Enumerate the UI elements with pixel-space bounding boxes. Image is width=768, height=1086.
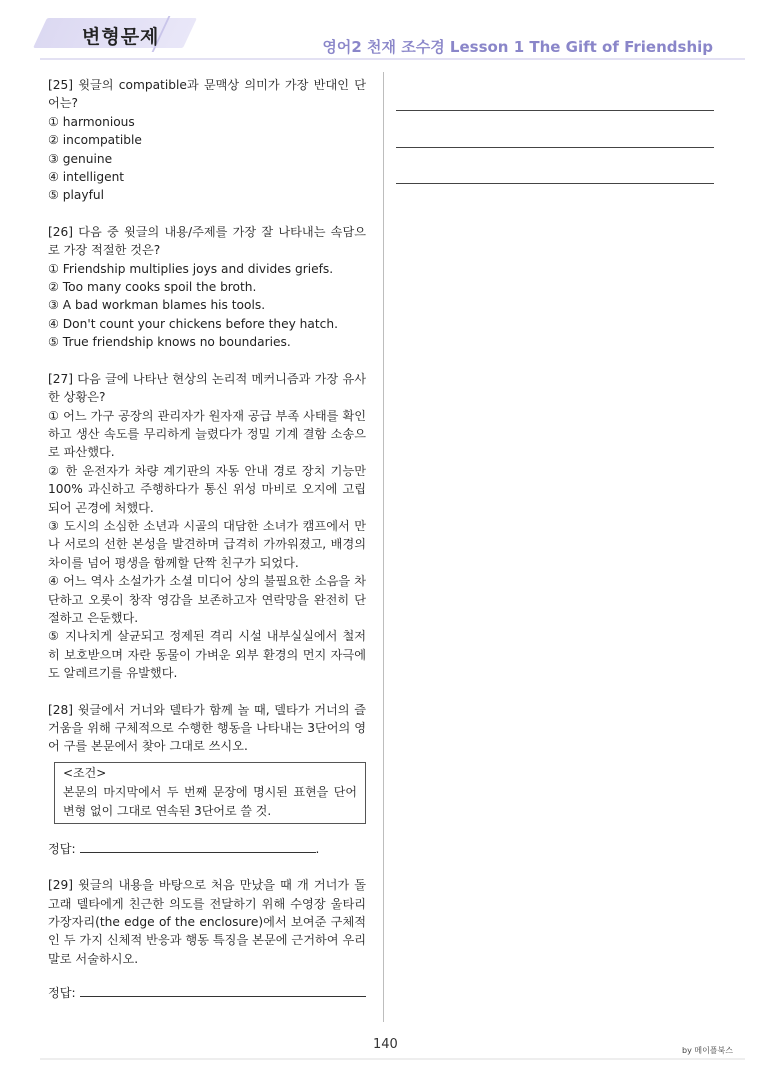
condition-title: <조건> <box>63 765 107 780</box>
footer-divider <box>40 1058 745 1060</box>
question-stem: [27] 다음 글에 나타난 현상의 논리적 메커니즘과 가장 유사한 상황은? <box>48 371 366 405</box>
option-3[interactable]: ③ genuine <box>48 151 113 166</box>
condition-box <box>54 762 366 824</box>
option-2[interactable]: ② Too many cooks spoil the broth. <box>48 280 257 295</box>
question-27 <box>48 370 366 683</box>
answer-row <box>48 840 366 858</box>
option-3[interactable]: ③ A bad workman blames his tools. <box>48 298 266 313</box>
page-number: 140 <box>373 1037 398 1052</box>
option-4[interactable]: ④ Don't count your chickens before they hatch. <box>48 316 338 331</box>
question-stem: [25] 윗글의 compatible과 문맥상 의미가 가장 반대인 단어는? <box>48 78 367 111</box>
option-5[interactable]: ⑤ playful <box>48 188 105 203</box>
question-25 <box>48 76 366 205</box>
answer-label: 정답: <box>48 986 76 1001</box>
option-4[interactable]: ④ intelligent <box>48 170 125 185</box>
question-stem: [26] 다음 중 윗글의 내용/주제를 가장 잘 나타내는 속담으로 가장 적절한 것은? <box>48 224 366 258</box>
question-number: [27] <box>48 371 74 386</box>
answer-period: . <box>315 841 320 856</box>
option-1[interactable]: ① 어느 가구 공장의 관리자가 원자재 공급 부족 사태를 확인하고 생산 속도를 무리하게 늘렸다가 정밀 기계 결함 소송으로 파산했다. <box>48 408 366 460</box>
option-4[interactable]: ④ 어느 역사 소설가가 소셜 미디어 상의 불필요한 소음을 차단하고 오롯이 창작 영감을 보존하고자 연락망을 완전히 단절하고 은둔했다. <box>48 574 366 625</box>
answer-row <box>48 984 366 1002</box>
column-divider <box>383 72 384 1022</box>
page-header <box>0 0 768 64</box>
option-2[interactable]: ② 한 운전자가 차량 계기판의 자동 안내 경로 장치 기능만 100% 과신하고 주행하다가 통신 위성 마비로 오지에 고립되어 곤경에 처했다. <box>48 463 366 515</box>
answer-blank[interactable] <box>80 984 366 997</box>
publisher-brand: by 메이플북스 <box>682 1046 733 1055</box>
question-28 <box>48 701 366 859</box>
condition-text: 본문의 마지막에서 두 번째 문장에 명시된 표현을 단어 변형 없이 그대로 연속된 3단어로 쓸 것. <box>63 784 357 818</box>
question-stem: [28] 윗글에서 거너와 델타가 함께 놀 때, 델타가 거너의 즐거움을 위해 구체적으로 수행한 행동을 나타내는 3단어의 영어 구를 본문에서 찾아 그대로 쓰시오. <box>48 702 366 754</box>
question-26 <box>48 223 366 352</box>
option-1[interactable]: ① harmonious <box>48 114 135 129</box>
header-divider <box>40 58 745 60</box>
question-number: [25] <box>48 78 74 92</box>
section-badge: 변형문제 <box>82 26 160 48</box>
option-2[interactable]: ② incompatible <box>48 133 142 148</box>
question-number: [26] <box>48 224 74 239</box>
question-29 <box>48 876 366 1002</box>
writing-line[interactable] <box>396 110 714 111</box>
answer-label: 정답: <box>48 841 76 856</box>
question-number: [29] <box>48 878 74 893</box>
option-5[interactable]: ⑤ True friendship knows no boundaries. <box>48 335 291 350</box>
answer-blank[interactable] <box>80 840 316 853</box>
writing-line[interactable] <box>396 183 714 184</box>
question-number: [28] <box>48 702 74 717</box>
question-stem: [29] 윗글의 내용을 바탕으로 처음 만났을 때 개 거너가 돌고래 델타에게 친근한 의도를 전달하기 위해 수영장 울타리 가장자리(the edge of the enclosure)에서 보여준 구체적인 두 가지 신체적 반응과 행동 특징을 본문에 근거하여 우리말로 서술하시오. <box>48 878 367 966</box>
option-1[interactable]: ① Friendship multiplies joys and divides griefs. <box>48 261 334 276</box>
writing-line[interactable] <box>396 147 714 148</box>
option-5[interactable]: ⑤ 지나치게 살균되고 정제된 격리 시설 내부실실에서 철저히 보호받으며 자란 동물이 가벼운 외부 환경의 먼지 자극에도 알레르기를 유발했다. <box>48 629 366 681</box>
lesson-title: 영어2 천재 조수경 Lesson 1 The Gift of Friendship <box>322 38 713 56</box>
left-column <box>48 76 366 1021</box>
option-3[interactable]: ③ 도시의 소심한 소년과 시골의 대담한 소녀가 캠프에서 만나 서로의 선한 본성을 발견하며 급격히 가까워졌고, 배경의 차이를 넘어 평생을 함께할 단짝 친구가 되었다. <box>48 518 366 570</box>
